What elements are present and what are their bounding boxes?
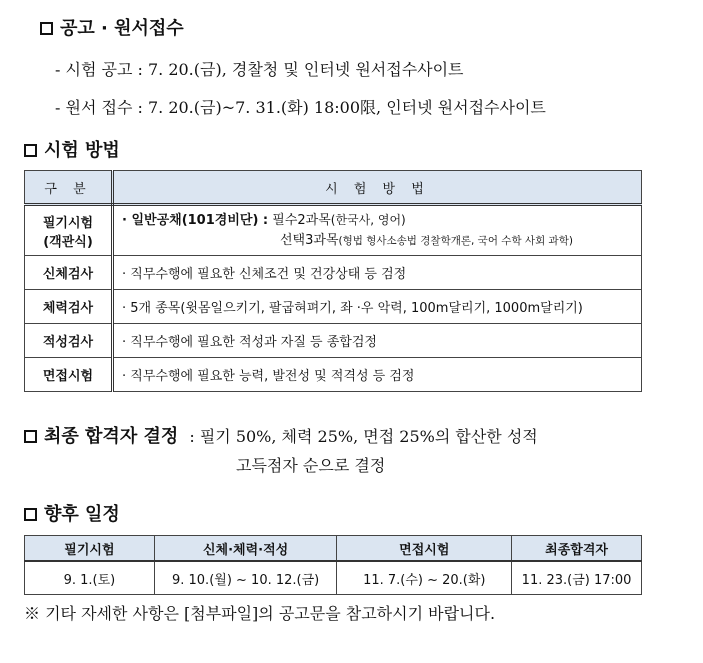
schedule-table: [24, 535, 642, 595]
table-row: [25, 358, 642, 392]
exam-method-table: [24, 170, 642, 392]
row-description: · 직무수행에 필요한 능력, 발전성 및 적격성 등 검정: [113, 358, 642, 392]
section-schedule-title: 향후 일정: [24, 500, 120, 526]
notice-line-application: - 원서 접수 : 7. 20.(금)~7. 31.(화) 18:00限, 인터넷 원서접수사이트: [55, 98, 546, 117]
checkbox-square-icon: [24, 144, 37, 157]
checkbox-square-icon: [40, 22, 53, 35]
row-category: 면접시험: [25, 358, 113, 392]
section-method-title: 시험 방법: [24, 136, 120, 162]
final-criteria-text-continued: 고득점자 순으로 결정: [236, 456, 386, 475]
schedule-value-final: 11. 23.(금) 17:00: [512, 561, 642, 595]
row-description: · 5개 종목(윗몸일으키기, 팔굽혀펴기, 좌 ·우 악력, 100m달리기, 1000m달리기): [113, 290, 642, 324]
row-category: 신체검사: [25, 256, 113, 290]
header-method: 시 험 방 법: [113, 171, 642, 205]
table-row: [25, 256, 642, 290]
checkbox-square-icon: [24, 508, 37, 521]
final-criteria-text: : 필기 50%, 체력 25%, 면접 25%의 합산한 성적: [189, 427, 538, 446]
section-final-title: 최종 합격자 결정 : 필기 50%, 체력 25%, 면접 25%의 합산한 성적: [24, 422, 538, 448]
row-description: · 직무수행에 필요한 신체조건 및 건강상태 등 검정: [113, 256, 642, 290]
table-row: [25, 290, 642, 324]
row-category: 체력검사: [25, 290, 113, 324]
row-category: 필기시험 (객관식): [25, 205, 113, 256]
table-row: [25, 205, 642, 256]
notice-line-announcement: - 시험 공고 : 7. 20.(금), 경찰청 및 인터넷 원서접수사이트: [55, 60, 464, 79]
section-notice-title: 공고 · 원서접수: [40, 14, 184, 40]
table-row: [25, 324, 642, 358]
header-category: 구 분: [25, 171, 113, 205]
schedule-header-physical: 신체·체력·적성: [154, 536, 337, 562]
footer-note: ※ 기타 자세한 사항은 [첨부파일]의 공고문을 참고하시기 바랍니다.: [24, 604, 496, 623]
checkbox-square-icon: [24, 430, 37, 443]
schedule-header-final: 최종합격자: [512, 536, 642, 562]
row-description: · 일반공채(101경비단) : 필수2과목(한국사, 영어) 선택3과목(형법 형사소송법 경찰학개론, 국어 수학 사회 과학): [113, 205, 642, 256]
schedule-value-written: 9. 1.(토): [25, 561, 155, 595]
schedule-value-interview: 11. 7.(수) ~ 20.(화): [337, 561, 512, 595]
schedule-header-interview: 면접시험: [337, 536, 512, 562]
row-category: 적성검사: [25, 324, 113, 358]
row-description: · 직무수행에 필요한 적성과 자질 등 종합검정: [113, 324, 642, 358]
schedule-header-written: 필기시험: [25, 536, 155, 562]
table-row: [25, 561, 642, 595]
schedule-value-physical: 9. 10.(월) ~ 10. 12.(금): [154, 561, 337, 595]
